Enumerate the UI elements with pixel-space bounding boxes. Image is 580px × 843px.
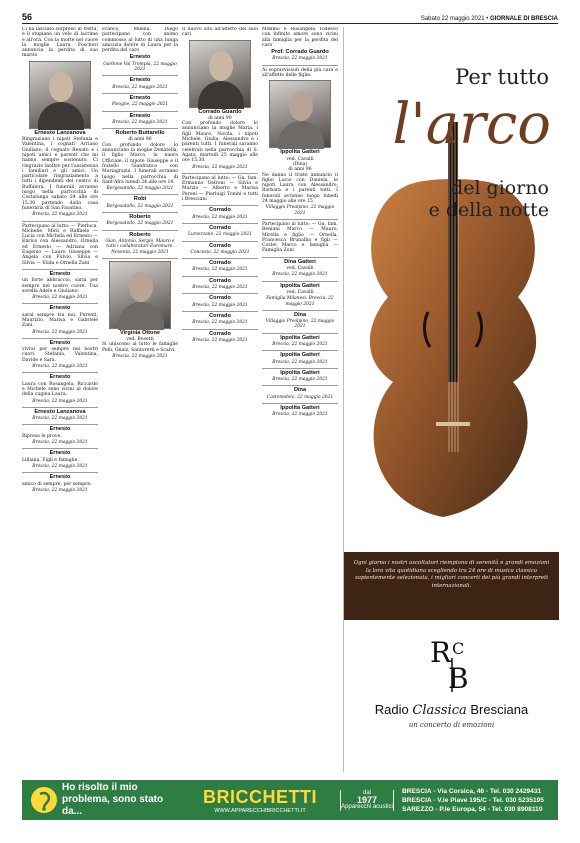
deceased-name: Ernesto — [49, 270, 71, 277]
notice-place-date: Pisogne, 22 maggio 2021 — [111, 102, 169, 108]
deceased-name: Dina — [293, 387, 307, 394]
notice — [262, 222, 338, 254]
deceased-name: Ernesto — [129, 54, 151, 61]
notice-place-date: Brescia, 22 maggio 2021 — [192, 164, 248, 170]
notice-place-date: Brescia, 22 maggio 2021 — [112, 84, 168, 90]
portrait-photo — [109, 261, 171, 329]
notice — [182, 314, 258, 326]
radio-name-b: Classica — [412, 703, 467, 718]
notice-place-date: Famiglia Milanesi. Brescia, 22 maggio 2021 — [266, 296, 334, 307]
notice — [102, 114, 178, 126]
notice-place-date: Brescia, 22 maggio 2021 — [272, 56, 328, 62]
notice-place-date: Brescia, 22 maggio 2021 — [112, 119, 168, 125]
deceased-name: Roberto — [129, 214, 151, 221]
notice-place-date: Brescia, 22 maggio 2021 — [32, 416, 88, 422]
since-year: 1977 — [356, 794, 378, 805]
notice-text: Il nuovo sito all'affetto dei suoi cari — [182, 27, 258, 38]
notice-place-date: Brescia, 22 maggio 2021 — [272, 272, 328, 278]
notice — [262, 406, 338, 418]
deceased-name: Corrado — [209, 207, 231, 214]
deceased-name: Corrado — [209, 277, 231, 284]
deceased-name: Roberto Buttarello — [115, 130, 165, 137]
deceased-name: Ernesto Lanzanova — [34, 408, 86, 415]
deceased-name: Corrado — [209, 295, 231, 302]
notice-place-date: Gian, Antonio, Sergio, Mauro e tutti i collaboratori Euromare. Noventa, 22 maggio 2021 — [105, 238, 175, 255]
deceased-name: Prof. Corrado Guardo — [271, 49, 329, 56]
notice — [102, 96, 178, 108]
notice — [262, 313, 338, 330]
deceased-name: Ernesto — [129, 77, 151, 84]
notice — [262, 260, 338, 278]
since-desc: Apparecchi acustici — [341, 803, 393, 810]
deceased-name: Ernesto — [129, 94, 151, 101]
notice — [182, 244, 258, 256]
bricchetti-banner — [22, 780, 558, 820]
notice — [182, 332, 258, 344]
notice — [182, 226, 258, 238]
notice — [102, 78, 178, 90]
banner-brand — [180, 787, 340, 814]
deceased-name: Virginia Ottone — [120, 329, 160, 336]
deceased-name: Ippolita Gatteri — [280, 352, 320, 359]
notice-text: Con profondo dolore lo annunciano la moglie Donatella, il figlio Marco, la nuora Ufficiale, il nipote Giuseppe e il fratello Gianfranco con Mariagrazia. I funerali avranno luogo nella parrocchia di Sant'Afra lunedì 24 alle ore 10. — [102, 142, 178, 185]
portrait-photo — [189, 40, 251, 108]
notice-place-date: Brescia, 22 maggio 2021 — [192, 285, 248, 291]
radio-name-a: Radio — [374, 702, 413, 717]
notice — [262, 68, 338, 216]
notice-text: Partecipano al lutto: — Pierluca, Michelle, Mirii e Raffaele — Lucia con Michela ed Ernesto — Enrico con Alessandro, Ornella ed Ernesto — Adriana con Eugenio — Lauro Giuseppe — Angela con Fulvio, Silvia e Silvia — Elida e Ornella Zani — [22, 223, 98, 266]
notice-text: un forte abbraccio, sarai per sempre nel nostro cuore. Tua sorella Adele e Giuliano. — [22, 278, 98, 294]
deceased-name: Ernesto — [49, 339, 71, 346]
ad-headline-2: l'arco — [392, 92, 551, 157]
notice-place-date: Villaggio Prealpino, 22 maggio 2021 — [265, 319, 335, 330]
notice-place-date: Brescia, 22 maggio 2021 — [272, 377, 328, 383]
notice-text: Franco, Milena, Diego partecipano con animo commosso al lutto di una lunga amicizia dolore di Laura per la perdita del caro — [102, 27, 178, 54]
deceased-name: Ernesto — [129, 112, 151, 119]
ad-headline-1: Per tutto — [455, 65, 549, 89]
notice — [182, 296, 258, 308]
notice-place-date: Brescia, 22 maggio 2021 — [192, 302, 248, 308]
notice-text: Ringraziano i nipoti Stefania e Valentina, i cognati Arriano Giuliano, il cognato Renato e i nipoti amici e parenti che mi hanno sempre sostenuto. Ci ringrazio inoltre per l'assistenza i familiari e gli amici. Un particolare ringraziamento a tutti i dipendenti del centro di Buffalora. I funerali avranno luogo nella parrocchia di Costalunga sabato 24 alle ore 15.30 partendo dalla casa funeraria di San Faustino. — [22, 137, 98, 211]
deceased-age: di anni 96 — [128, 137, 152, 143]
deceased-age: di anni 90 — [208, 115, 232, 121]
banner-addresses — [394, 787, 558, 814]
notice-place-date: Brescia, 22 maggio 2021 — [32, 463, 88, 469]
rcb-logo — [426, 632, 478, 694]
header-date: Sabato 22 maggio 2021 — [420, 16, 485, 22]
notice — [22, 27, 98, 218]
notice — [262, 388, 338, 400]
notice-text: vivrai per sempre nei nostri cuori. Stefania, Valentina, Davide e Sara. — [22, 347, 98, 363]
radio-name — [344, 702, 559, 718]
notice — [182, 176, 258, 202]
notice-text: Partecipano al lutto: — Gu. fam. Beniani Marco — Mauro, Mirella e figlio — Ornella, Francesca Brunalba e figli — Costei Marco e famiglia — Famiglia Zoni — [262, 221, 338, 254]
ad-headline-3b: e della notte — [428, 199, 549, 221]
notice-text: Ripresa le prove. — [22, 433, 62, 439]
notice — [182, 27, 258, 170]
deceased-name: Ippolita Gatteri — [280, 334, 320, 341]
notice — [22, 224, 98, 266]
notice — [102, 233, 178, 255]
obituary-column-4 — [262, 27, 338, 772]
deceased-name: Robi — [133, 196, 147, 203]
address-line: SAREZZO - P.le Europa, 54 - Tel. 030 8908110 — [402, 805, 543, 813]
notice-place-date: Brescia, 22 maggio 2021 — [192, 214, 248, 220]
deceased-name: Ippolita Gatteri — [280, 149, 320, 156]
deceased-name: Ippolita Gatteri — [280, 282, 320, 289]
newspaper-name: GIORNALE DI BRESCIA — [489, 16, 558, 22]
notice — [182, 261, 258, 273]
radio-slogan: un concerto di emozioni — [408, 721, 495, 729]
notice — [262, 336, 338, 348]
notice-place-date: Brescia, 22 maggio 2021 — [32, 295, 88, 301]
notice-text: Laura con Rosangela, Riccardo e Michele sono vicini al dolore della cugina Laura. — [22, 381, 98, 398]
deceased-name: Roberto — [129, 231, 151, 238]
notice-place-date: Borgosatollo, 22 maggio 2021 — [106, 221, 174, 227]
obituary-column-2 — [102, 27, 178, 772]
notice-text: Ci ha lasciato sorpreso in fretta, e il stupiano un velo di lacrime e all'ora. Con la morte nel cuore la moglie Laura Foscheri annuncia la perdita di suo marito — [22, 27, 98, 59]
notice — [262, 353, 338, 365]
banner-since — [340, 790, 394, 811]
notice — [22, 272, 98, 300]
portrait-photo — [269, 80, 331, 148]
notice — [22, 475, 98, 493]
deceased-nickname: (Dina) — [292, 161, 308, 167]
deceased-name: Ernesto Lanzanova — [34, 129, 86, 136]
header-right: Sabato 22 maggio 2021 • GIORNALE DI BRESCIA — [420, 16, 558, 22]
deceased-name: Corrado Guardo — [198, 108, 242, 115]
logo-letter-r: R — [430, 636, 452, 669]
deceased-subtitle: ved. Cavalli — [286, 266, 314, 272]
notice-text: Mimmo e Rosangela Todesco con infinito amore sono vicini alla famiglia per la perdita del caro — [262, 27, 338, 48]
notice-text: Ne danno il triste annuncio il figlio Lucio con Daniela, le nipoti Laura con Alessandro, Barbara e i parenti tutti. I funerali avranno luogo lunedì 24 maggio alle ore 15. — [262, 172, 338, 205]
notice — [262, 371, 338, 383]
notice — [182, 279, 258, 291]
ad-description: Ogni giorno i nostri ascoltatori riempiono di serenità e grandi emozioni la loro vita quotidiana scegliendo tra 24 ore di musica classica sapientemente selezionata, i migliori concerti dei più grandi interpreti internazionali. — [344, 552, 559, 620]
deceased-age: di anni 96 — [288, 167, 312, 173]
notice — [22, 375, 98, 403]
notice-text: amico di sempre, per sempre. — [22, 481, 92, 487]
notice — [22, 341, 98, 369]
address-line: BRESCIA - Via Corsica, 46 - Tel. 030 2429431 — [402, 787, 542, 795]
notice — [102, 131, 178, 191]
notice — [262, 284, 338, 307]
deceased-name: Ernesto — [49, 305, 71, 312]
hearing-aid-icon — [30, 786, 58, 814]
deceased-name: Ippolita Gatteri — [280, 405, 320, 412]
notice-text: Si uniscono al lutto le famiglie Pelli, Gnaiz, Santoretti e Scalvi. — [102, 342, 178, 353]
brand-website: WWW.APPARECCHIBRICCHETTI.IT — [214, 807, 306, 814]
radio-name-c: Bresciana — [466, 702, 529, 717]
deceased-name: Corrado — [209, 330, 231, 337]
deceased-name: Dina — [293, 311, 307, 318]
radio-classica-ad — [343, 27, 558, 772]
notice-place-date: Brescia, 22 maggio 2021 — [192, 267, 248, 273]
notice — [182, 208, 258, 220]
notice-place-date: Brescia, 22 maggio 2021 — [32, 364, 88, 370]
obituary-columns — [22, 27, 338, 772]
notice-place-date: Borgosatollo, 22 maggio 2021 — [106, 186, 174, 192]
notice — [22, 427, 98, 445]
notice — [102, 261, 178, 359]
notice — [262, 27, 338, 62]
brand-name: BRICCHETTI — [203, 786, 317, 807]
deceased-name: Ernesto — [49, 474, 71, 481]
notice-text: Lilliana, Figli e famiglie. — [22, 457, 79, 463]
deceased-name: Corrado — [209, 242, 231, 249]
notice-place-date: Castenedolo, 22 maggio 2021 — [266, 394, 334, 400]
obituary-column-3 — [182, 27, 258, 772]
deceased-subtitle: ved. Cavalli — [286, 289, 314, 295]
notice-place-date: Villaggio Prealpino, 22 maggio 2021 — [265, 205, 335, 216]
notice-place-date: Brescia, 22 maggio 2021 — [272, 412, 328, 418]
deceased-name: Dina Gatteri — [284, 258, 316, 265]
notice — [102, 215, 178, 227]
notice-place-date: Brescia, 22 maggio 2021 — [32, 329, 88, 335]
banner-lead: Ho risolto il mio problema, sono stato da... — [62, 782, 164, 817]
logo-letter-b: B — [448, 662, 469, 694]
deceased-name: Ernesto — [49, 374, 71, 381]
deceased-subtitle: ved. Bosetti — [126, 337, 154, 343]
deceased-subtitle: ved. Cavalli — [286, 156, 314, 162]
notice — [22, 451, 98, 469]
notice-text: sarai sempre tra noi. Parenti, Maurizio, Marisa e Gabriele Zani. — [22, 312, 98, 329]
notice — [22, 410, 98, 422]
page-header — [22, 12, 558, 24]
address-line: BRESCIA - V.le Piave 195/C - Tel. 030 5235195 — [402, 796, 544, 804]
notice-place-date: Brescia, 22 maggio 2021 — [192, 320, 248, 326]
notice-place-date: Brescia, 22 maggio 2021 — [192, 337, 248, 343]
notice — [102, 27, 178, 72]
obituary-column-1 — [22, 27, 98, 772]
page-number: 56 — [22, 12, 33, 22]
logo-letter-c: C — [452, 639, 465, 658]
since-label: dal — [362, 789, 371, 796]
notice-place-date: Brescia, 22 maggio 2021 — [32, 212, 88, 218]
notice-text: Con profondo dolore lo annunciano la moglie Maria, i figli Mauro, Nicola, i nipoti Michele, Giulia, Alessandro e i parenti tutti. I funerali saranno celebrati nella parrocchia di S. Agata, martedì 25 maggio alle ore 15.30. — [182, 121, 258, 164]
portrait-photo — [29, 61, 91, 129]
notice-place-date: Lumezzane, 22 maggio 2021 — [188, 232, 252, 238]
deceased-name: Ippolita Gatteri — [280, 369, 320, 376]
notice-place-date: Brescia, 22 maggio 2021 — [272, 341, 328, 347]
deceased-name: Corrado — [209, 312, 231, 319]
notice-place-date: Brescia, 22 maggio 2021 — [32, 398, 88, 404]
notice-place-date: Brescia, 22 maggio 2021 — [32, 487, 88, 493]
notice-place-date: Borgosatollo, 22 maggio 2021 — [106, 203, 174, 209]
notice-text: Ai sopravvissuti della più cara e all'affetto delle figlie. — [262, 67, 338, 79]
deceased-name: Ernesto — [49, 426, 71, 433]
deceased-name: Ernesto — [49, 450, 71, 457]
notice-place-date: Gardone Val Trompia, 22 maggio 2021 — [103, 61, 177, 73]
notice-place-date: Concesio, 22 maggio 2021 — [190, 249, 250, 255]
ad-headline-3 — [344, 177, 559, 221]
notice-place-date: Brescia, 22 maggio 2021 — [272, 359, 328, 365]
notice-place-date: Brescia, 22 maggio 2021 — [32, 440, 88, 446]
ad-headline-3a: del giorno — [451, 177, 549, 199]
notice — [22, 306, 98, 334]
deceased-name: Corrado — [209, 224, 231, 231]
notice-place-date: Brescia, 22 maggio 2021 — [112, 353, 168, 359]
notice — [102, 197, 178, 209]
notice-text: Partecipano al lutto: — Gu. fam. Ermanno Gelroni — Silvia e Marzio — Alberto e Marisa Peroni — Pierluigi Tonini e tutti i Bresciani — [182, 175, 258, 203]
deceased-name: Corrado — [209, 260, 231, 267]
